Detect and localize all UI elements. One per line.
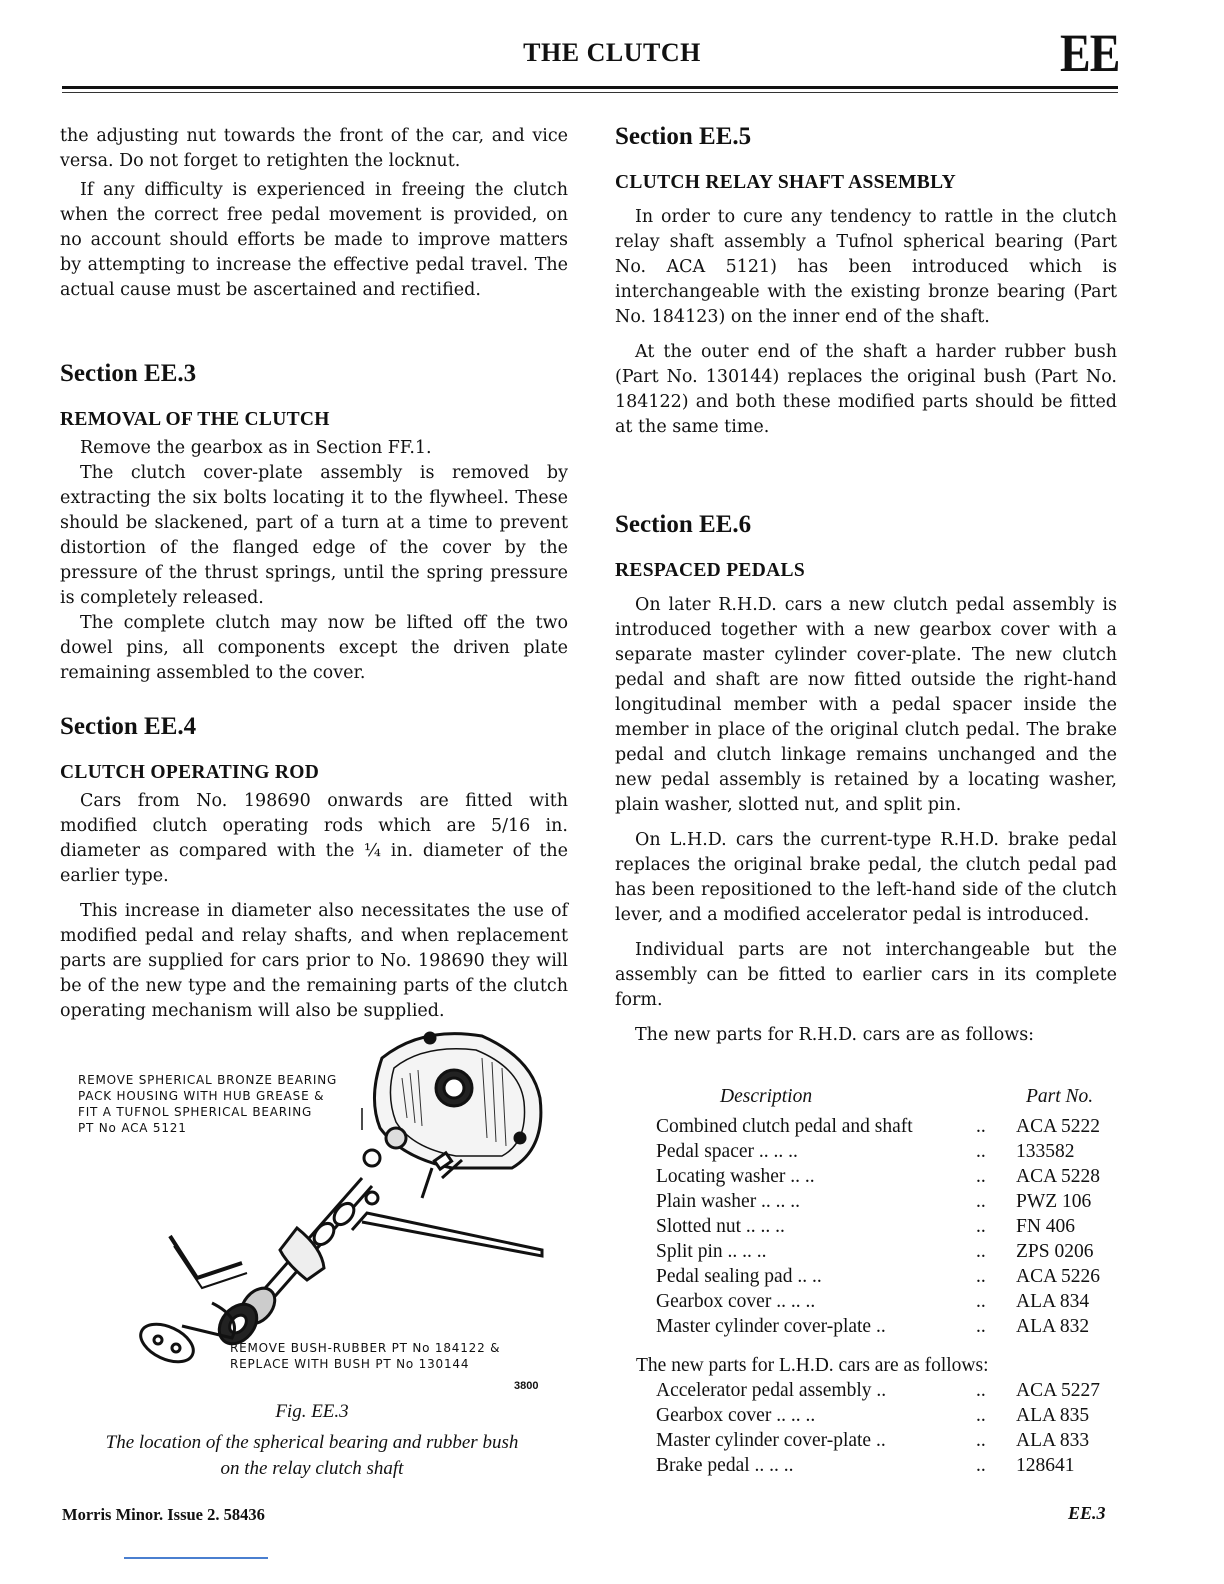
section-heading-ee6: Section EE.6 — [615, 511, 752, 538]
part-description: Gearbox cover .. .. .. — [656, 1405, 816, 1426]
leader-dots: .. — [976, 1291, 986, 1312]
table-row — [656, 1428, 1116, 1453]
part-number: 128641 — [1016, 1455, 1075, 1476]
table-row — [656, 1139, 1116, 1164]
label-line: PT No ACA 5121 — [78, 1121, 187, 1135]
table-row — [656, 1214, 1116, 1239]
table-row — [656, 1114, 1116, 1139]
part-number: ALA 832 — [1016, 1316, 1090, 1337]
part-description: Brake pedal .. .. .. — [656, 1455, 794, 1476]
parts-table-lhd — [656, 1378, 1116, 1478]
leader-dots: .. — [976, 1166, 986, 1187]
subheading-operating-rod: CLUTCH OPERATING ROD — [60, 762, 320, 783]
part-number: ACA 5227 — [1016, 1380, 1100, 1401]
table-row — [656, 1378, 1116, 1403]
figure-number: 3800 — [514, 1380, 539, 1392]
part-number: ALA 833 — [1016, 1430, 1090, 1451]
part-description: Gearbox cover .. .. .. — [656, 1291, 816, 1312]
lhd-intro-text: The new parts for L.H.D. cars are as follows: — [636, 1355, 989, 1376]
table-row — [656, 1289, 1116, 1314]
part-number: ALA 835 — [1016, 1405, 1090, 1426]
part-number: ALA 834 — [1016, 1291, 1090, 1312]
part-description: Master cylinder cover-plate .. — [656, 1316, 886, 1337]
paragraph: Remove the gearbox as in Section FF.1. — [80, 438, 432, 458]
paragraph: The clutch cover-plate assembly is removed by extracting the six bolts locating it to the flywheel. These should be slackened, part of a turn at a time to prevent distortion of the flanged edge of the cover by the pressure of the thrust springs, until the spring pressure is completely released. — [60, 463, 568, 608]
leader-dots: .. — [976, 1266, 986, 1287]
leader-dots: .. — [976, 1141, 986, 1162]
label-line: FIT A TUFNOL SPHERICAL BEARING — [78, 1105, 313, 1119]
figure-label-bearing — [78, 1072, 337, 1136]
part-description: Master cylinder cover-plate .. — [656, 1430, 886, 1451]
part-number: PWZ 106 — [1016, 1191, 1092, 1212]
column-header-part-no: Part No. — [1026, 1086, 1094, 1107]
subheading-respaced-pedals: RESPACED PEDALS — [615, 560, 805, 581]
paragraph: the adjusting nut towards the front of the car, and vice versa. Do not forget to retighten the locknut. — [60, 126, 568, 171]
leader-dots: .. — [976, 1455, 986, 1476]
label-line: REPLACE WITH BUSH PT No 130144 — [230, 1357, 470, 1371]
part-number: ACA 5226 — [1016, 1266, 1100, 1287]
figure-caption — [62, 1430, 562, 1482]
label-line: REMOVE SPHERICAL BRONZE BEARING — [78, 1073, 338, 1087]
paragraph: This increase in diameter also necessitates the use of modified pedal and relay shafts, and when replacement parts are supplied for cars prior to No. 198690 they will be of the new type and the remaining parts of the clutch operating mechanism will also be supplied. — [60, 901, 568, 1021]
table-row — [656, 1264, 1116, 1289]
column-header-description: Description — [720, 1086, 813, 1107]
part-description: Slotted nut .. .. .. — [656, 1216, 785, 1237]
leader-dots: .. — [976, 1216, 986, 1237]
section-heading-ee3: Section EE.3 — [60, 360, 197, 387]
table-row — [656, 1164, 1116, 1189]
header-rule-thin — [62, 92, 1118, 93]
footer-rule — [124, 1557, 268, 1559]
caption-line: on the relay clutch shaft — [220, 1458, 404, 1479]
part-description: Pedal spacer .. .. .. — [656, 1141, 798, 1162]
leader-dots: .. — [976, 1116, 986, 1137]
table-row — [656, 1403, 1116, 1428]
subheading-relay-shaft: CLUTCH RELAY SHAFT ASSEMBLY — [615, 172, 956, 193]
right-column — [615, 124, 1117, 1048]
paragraph-lhd-intro — [636, 1353, 989, 1378]
page-number: EE.3 — [1068, 1503, 1106, 1523]
table-row — [656, 1453, 1116, 1478]
caption-line: The location of the spherical bearing and rubber bush — [105, 1432, 519, 1453]
table-row — [656, 1314, 1116, 1339]
paragraph: Individual parts are not interchangeable but the assembly can be fitted to earlier cars in its complete form. — [615, 940, 1117, 1010]
label-line: REMOVE BUSH-RUBBER PT No 184122 & — [230, 1341, 501, 1355]
part-description: Pedal sealing pad .. .. — [656, 1266, 822, 1287]
part-number: ACA 5228 — [1016, 1166, 1100, 1187]
table-row — [656, 1239, 1116, 1264]
part-description: Accelerator pedal assembly .. — [656, 1380, 887, 1401]
paragraph-rhd-intro: The new parts for R.H.D. cars are as follows: — [635, 1025, 1035, 1045]
figure-id: Fig. EE.3 — [275, 1401, 349, 1422]
paragraph: If any difficulty is experienced in freeing the clutch when the correct free pedal movement is provided, on no account should efforts be made to improve matters by attempting to increase the effective pedal travel. The actual cause must be ascertained and rectified. — [60, 180, 568, 300]
leader-dots: .. — [976, 1405, 986, 1426]
left-column — [60, 124, 568, 1024]
part-description: Combined clutch pedal and shaft — [656, 1116, 913, 1137]
part-description: Plain washer .. .. .. — [656, 1191, 801, 1212]
part-description: Locating washer .. .. — [656, 1166, 815, 1187]
section-heading-ee4: Section EE.4 — [60, 713, 197, 740]
label-line: PACK HOUSING WITH HUB GREASE & — [78, 1089, 325, 1103]
figure-label-bush — [230, 1340, 500, 1372]
subheading-removal: REMOVAL OF THE CLUTCH — [60, 409, 330, 430]
paragraph: At the outer end of the shaft a harder rubber bush (Part No. 130144) replaces the original bush (Part No. 184122) and both these modified parts should be fitted at the same time. — [615, 342, 1117, 437]
paragraph: The complete clutch may now be lifted off the two dowel pins, all components except the driven plate remaining assembled to the cover. — [60, 613, 568, 683]
part-number: 133582 — [1016, 1141, 1075, 1162]
leader-dots: .. — [976, 1430, 986, 1451]
page-title: THE CLUTCH — [523, 38, 701, 67]
part-description: Split pin .. .. .. — [656, 1241, 767, 1262]
paragraph: Cars from No. 198690 onwards are fitted with modified clutch operating rods which are 5/16 in. diameter as compared with the ¼ in. diameter of the earlier type. — [60, 791, 568, 886]
section-heading-ee5: Section EE.5 — [615, 123, 752, 150]
table-row — [656, 1189, 1116, 1214]
leader-dots: .. — [976, 1380, 986, 1401]
paragraph: On L.H.D. cars the current-type R.H.D. brake pedal replaces the original brake pedal, the clutch pedal pad has been repositioned to the left-hand side of the clutch lever, and a modified accelerator pedal is introduced. — [615, 830, 1117, 925]
leader-dots: .. — [976, 1191, 986, 1212]
figure-ee3 — [62, 1018, 562, 1398]
parts-table-rhd — [656, 1114, 1116, 1339]
part-number: FN 406 — [1016, 1216, 1076, 1237]
leader-dots: .. — [976, 1241, 986, 1262]
header-rule — [62, 86, 1118, 89]
leader-dots: .. — [976, 1316, 986, 1337]
part-number: ACA 5222 — [1016, 1116, 1100, 1137]
paragraph: On later R.H.D. cars a new clutch pedal assembly is introduced together with a new gearbox cover with a separate master cylinder cover-plate. The new clutch pedal and shaft are now fitted outside the right-hand longitudinal member with a pedal spacer inside the member in place of the original clutch pedal. The brake pedal and clutch linkage remains unchanged and the new pedal assembly is retained by a locating washer, plain washer, slotted nut, and split pin. — [615, 595, 1117, 815]
footer-issue: Morris Minor. Issue 2. 58436 — [62, 1505, 265, 1524]
section-code: EE — [1060, 23, 1120, 83]
paragraph: In order to cure any tendency to rattle in the clutch relay shaft assembly a Tufnol spherical bearing (Part No. ACA 5121) has been introduced which is interchangeable with the existing bronze bearing (Part No. 184123) on the inner end of the shaft. — [615, 207, 1117, 327]
part-number: ZPS 0206 — [1016, 1241, 1094, 1262]
